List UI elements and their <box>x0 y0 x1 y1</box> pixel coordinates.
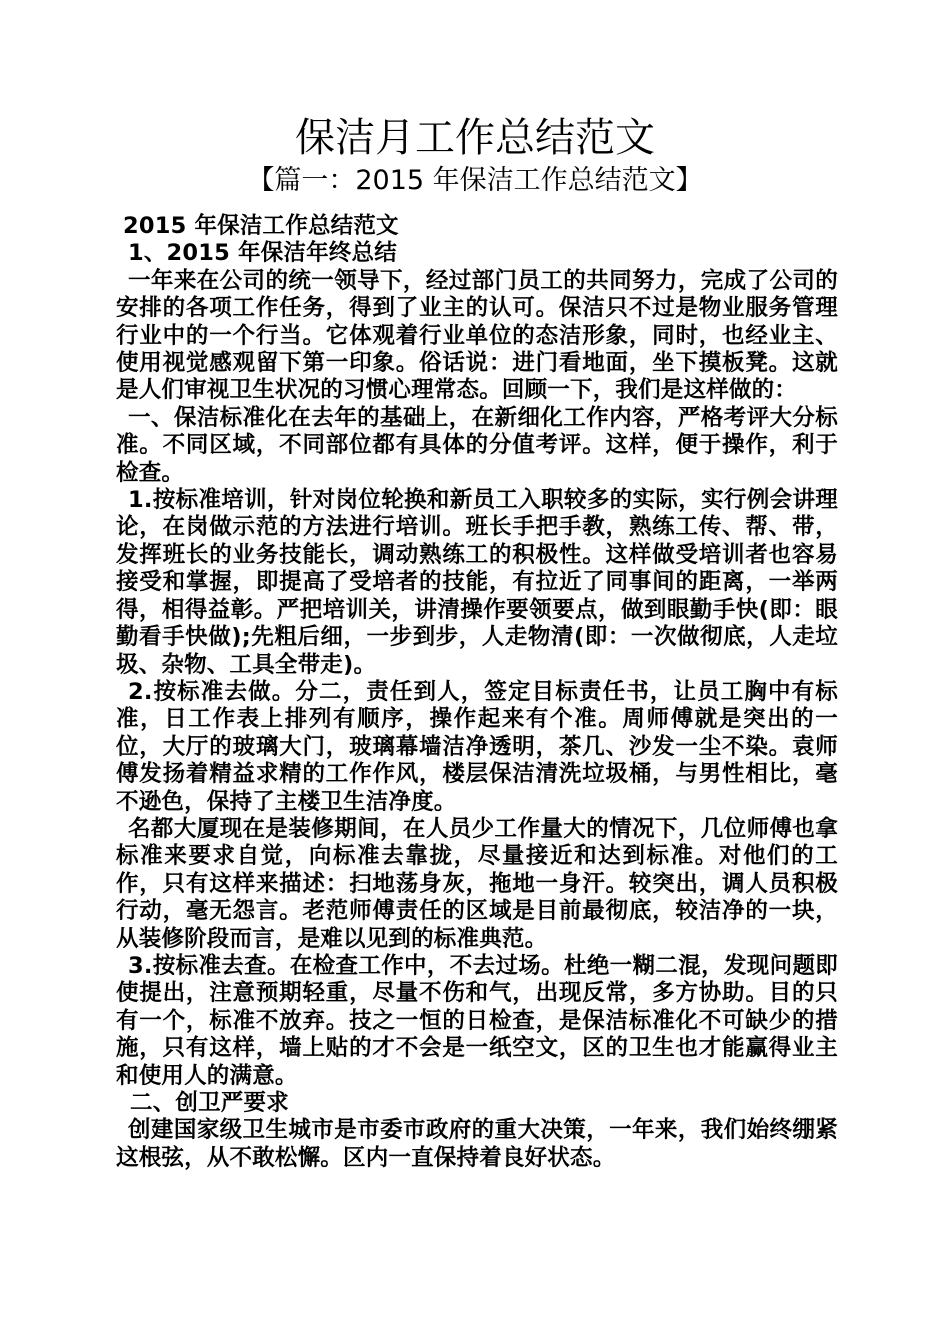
document-body <box>116 213 838 1172</box>
paragraph-execution: 2.按标准去做。分二，责任到人，签定目标责任书，让员工胸中有标准，日工作表上排列有顺序，操作起来有个准。周师傅就是突出的一位，大厅的玻璃大门，玻璃幕墙洁净透明，茶几、沙发一尘不染。袁师傅发扬着精益求精的工作作风，楼层保洁清洗垃圾桶，与男性相比，毫不逊色，保持了主楼卫生洁净度。 <box>116 678 838 815</box>
paragraph-training: 1.按标准培训，针对岗位轮换和新员工入职较多的实际，实行例会讲理论，在岗做示范的方法进行培训。班长手把手教，熟练工传、帮、带，发挥班长的业务技能长，调动熟练工的积极性。这样做受培训者也容易接受和掌握，即提高了受培者的技能，有拉近了同事间的距离，一举两得，相得益彰。严把培训关，讲清操作要领要点，做到眼勤手快(即：眼勤看手快做);先粗后细，一步到步，人走物清(即：一次做彻底，人走垃圾、杂物、工具全带走)。 <box>116 487 838 678</box>
document-title: 保洁月工作总结范文 <box>295 115 655 161</box>
subsection-heading: 1、2015 年保洁年终总结 <box>128 240 397 267</box>
paragraph-intro: 一年来在公司的统一领导下，经过部门员工的共同努力，完成了公司的安排的各项工作任务，得到了业主的认可。保洁只不过是物业服务管理行业中的一个行当。它体观着行业单位的态洁形象，同时，也经业主、使用视觉感观留下第一印象。俗话说：进门看地面，坐下摸板凳。这就是人们审视卫生状况的习惯心理常态。回顾一下，我们是这样做的： <box>116 267 838 404</box>
section-two-heading: 二、创卫严要求 <box>130 1090 289 1116</box>
document-subtitle: 【篇一：2015 年保洁工作总结范文】 <box>247 165 703 196</box>
paragraph-inspection: 3.按标准去查。在检查工作中，不去过场。杜绝一糊二混，发现问题即使提出，注意预期轻重，尽量不伤和气，出现反常，多方协助。目的只有一个，标准不放弃。技之一恒的日检查，是保洁标准化不可缺少的措施，只有这样，墙上贴的才不会是一纸空文，区的卫生也才能赢得业主和使用人的满意。 <box>116 952 838 1089</box>
section-heading: 2015 年保洁工作总结范文 <box>123 213 399 239</box>
paragraph-sanitation: 创建国家级卫生城市是市委市政府的重大决策，一年来，我们始终绷紧这根弦，从不敢松懈。区内一直保持着良好状态。 <box>116 1117 838 1171</box>
paragraph-standardization: 一、保洁标准化在去年的基础上，在新细化工作内容，严格考评大分标准。不同区域，不同部位都有具体的分值考评。这样，便于操作，利于检查。 <box>116 404 838 486</box>
paragraph-building: 名都大厦现在是装修期间，在人员少工作量大的情况下，几位师傅也拿标准来要求自觉，向标准去靠拢，尽量接近和达到标准。对他们的工作，只有这样来描述：扫地荡身灰，拖地一身汗。较突出，调人员积极行动，毫无怨言。老范师傅责任的区域是目前最彻底，较洁净的一块，从装修阶段而言，是难以见到的标准典范。 <box>116 815 838 952</box>
